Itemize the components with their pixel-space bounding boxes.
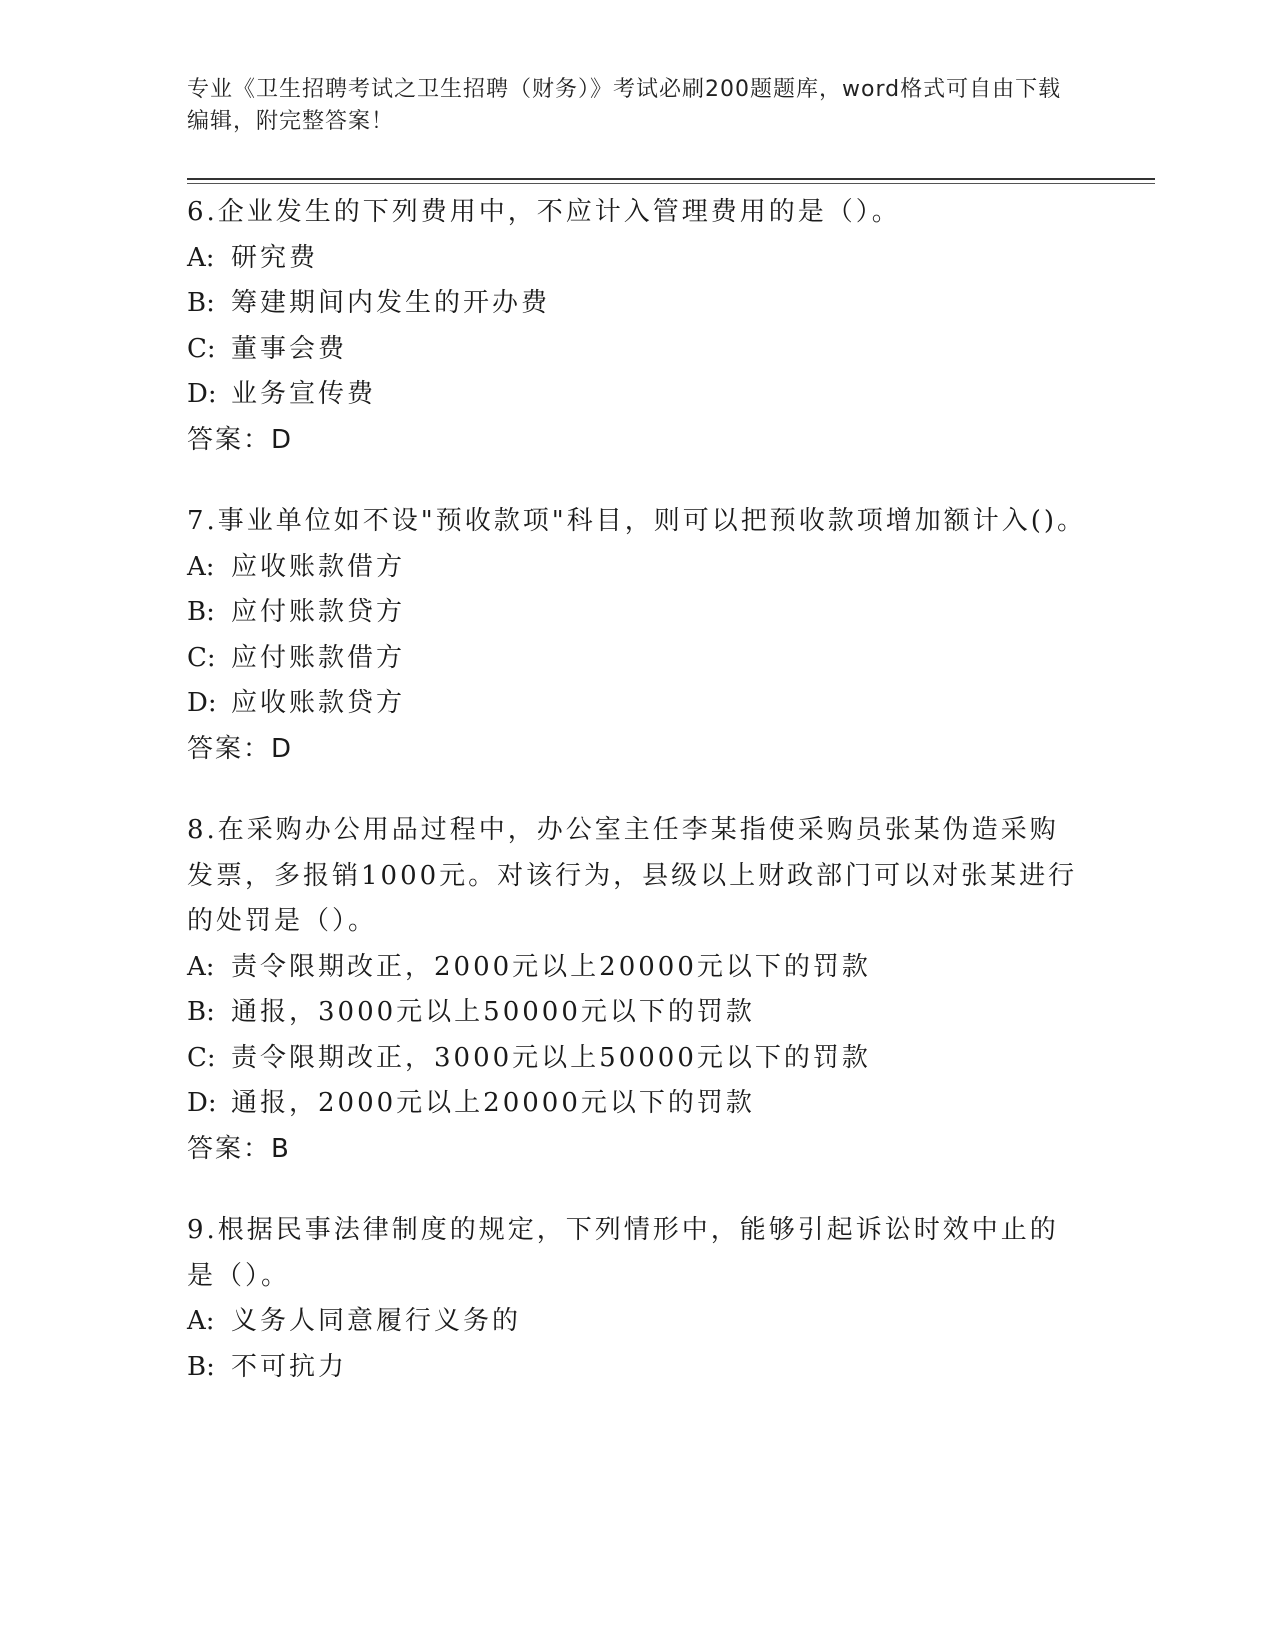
option-b bbox=[187, 1345, 1087, 1391]
option-text: 责令限期改正，3000元以上50000元以下的罚款 bbox=[231, 1042, 871, 1073]
option-b bbox=[187, 990, 1087, 1036]
option-text: 筹建期间内发生的开办费 bbox=[231, 288, 551, 318]
option-d bbox=[187, 1081, 1087, 1127]
option-text: 应付账款贷方 bbox=[231, 597, 406, 627]
option-a bbox=[187, 1299, 1087, 1345]
option-d bbox=[187, 681, 1087, 727]
option-c bbox=[187, 636, 1087, 682]
document-header: 专业《卫生招聘考试之卫生招聘（财务）》考试必刷200题题库，word格式可自由下载编辑，附完整答案！ bbox=[187, 77, 1062, 134]
option-text: 业务宣传费 bbox=[231, 379, 377, 409]
option-letter: D: bbox=[187, 688, 217, 718]
question-stem: 9.根据民事法律制度的规定，下列情形中，能够引起诉讼时效中止的是（）。 bbox=[187, 1215, 1059, 1291]
option-text: 义务人同意履行义务的 bbox=[231, 1306, 522, 1336]
option-letter: A: bbox=[187, 551, 215, 582]
option-b bbox=[187, 590, 1087, 636]
question-stem: 6.企业发生的下列费用中，不应计入管理费用的是（）。 bbox=[187, 197, 901, 227]
option-letter: C: bbox=[187, 642, 216, 673]
option-text: 不可抗力 bbox=[231, 1351, 348, 1382]
header-divider-thick bbox=[187, 178, 1155, 180]
option-letter: D: bbox=[187, 1088, 217, 1118]
option-letter: B: bbox=[187, 597, 215, 627]
option-c bbox=[187, 1036, 1087, 1082]
option-letter: C: bbox=[187, 333, 216, 364]
option-letter: A: bbox=[187, 242, 215, 273]
question-7 bbox=[187, 499, 1087, 772]
answer-line: 答案：B bbox=[187, 1133, 291, 1164]
option-c bbox=[187, 327, 1087, 373]
option-b bbox=[187, 281, 1087, 327]
option-a bbox=[187, 945, 1087, 991]
option-letter: A: bbox=[187, 951, 215, 982]
option-text: 责令限期改正，2000元以上20000元以下的罚款 bbox=[231, 951, 871, 982]
option-letter: A: bbox=[187, 1306, 215, 1336]
option-letter: B: bbox=[187, 997, 215, 1027]
option-a bbox=[187, 545, 1087, 591]
option-text: 应付账款借方 bbox=[231, 642, 406, 673]
option-letter: D: bbox=[187, 379, 217, 409]
question-stem: 7.事业单位如不设"预收款项"科目，则可以把预收款项增加额计入()。 bbox=[187, 506, 1087, 536]
option-letter: C: bbox=[187, 1042, 216, 1073]
question-stem: 8.在采购办公用品过程中，办公室主任李某指使采购员张某伪造采购发票，多报销1000元。对该行为，县级以上财政部门可以对张某进行的处罚是（）。 bbox=[187, 815, 1078, 936]
answer-line: 答案：D bbox=[187, 424, 294, 455]
question-6 bbox=[187, 190, 1087, 463]
option-text: 通报，3000元以上50000元以下的罚款 bbox=[231, 997, 755, 1027]
option-text: 应收账款贷方 bbox=[231, 688, 406, 718]
answer-line: 答案：D bbox=[187, 733, 294, 764]
option-text: 通报，2000元以上20000元以下的罚款 bbox=[231, 1088, 755, 1118]
question-9 bbox=[187, 1208, 1087, 1390]
option-text: 应收账款借方 bbox=[231, 551, 406, 582]
option-text: 董事会费 bbox=[231, 333, 348, 364]
option-letter: B: bbox=[187, 288, 215, 318]
option-letter: B: bbox=[187, 1351, 215, 1382]
question-list bbox=[187, 190, 1087, 1426]
header-divider-thin bbox=[187, 183, 1155, 184]
option-a bbox=[187, 236, 1087, 282]
option-d bbox=[187, 372, 1087, 418]
question-8 bbox=[187, 808, 1087, 1172]
option-text: 研究费 bbox=[231, 242, 319, 273]
